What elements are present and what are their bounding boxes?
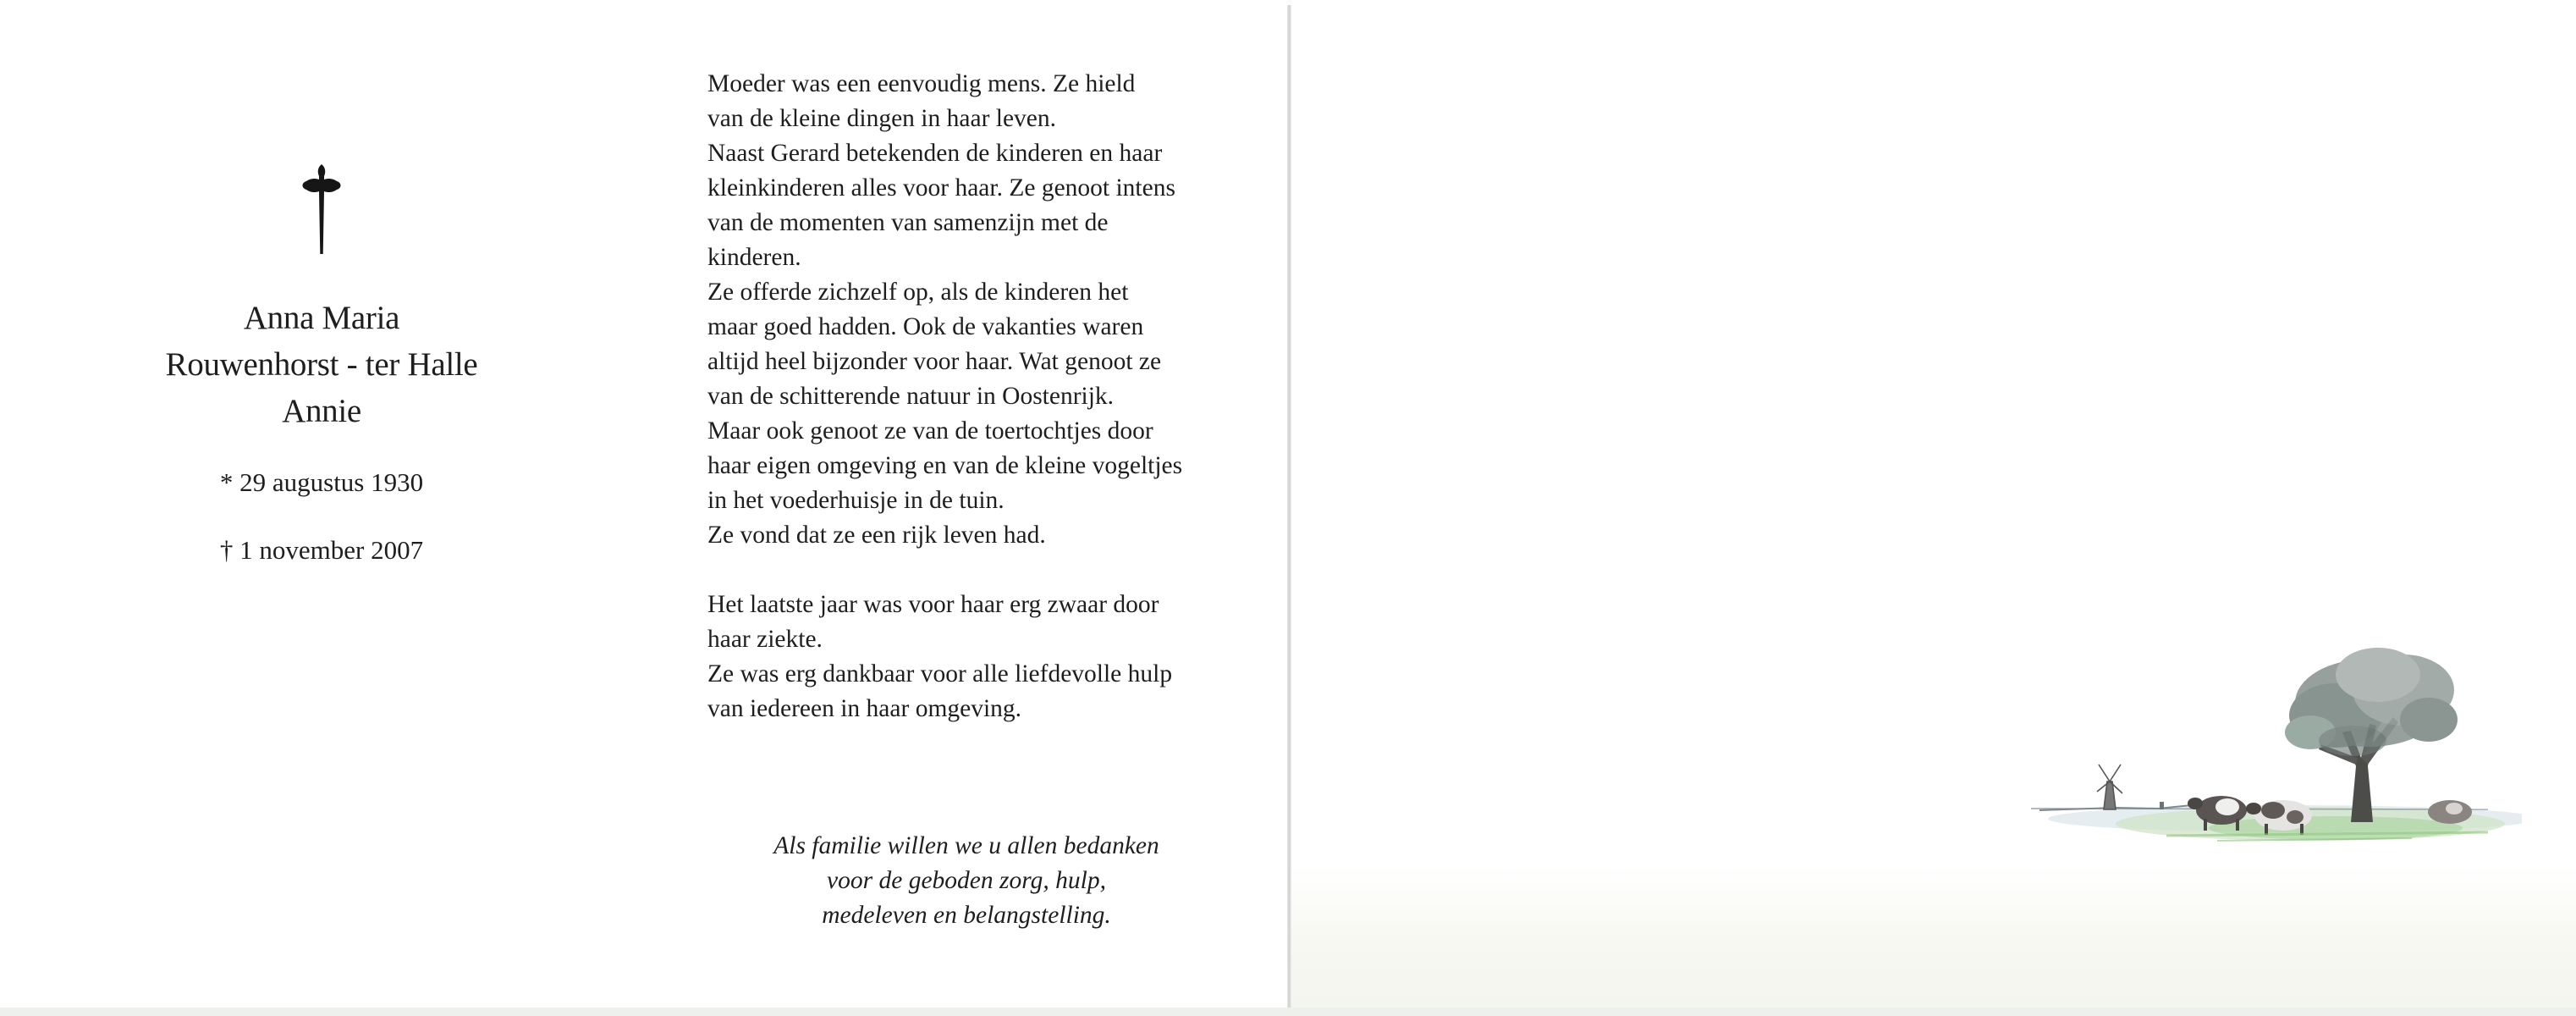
cross-icon bbox=[301, 164, 342, 254]
text-line: Ze offerde zichzelf op, als de kinderen het bbox=[707, 279, 1129, 306]
text-line: altijd heel bijzonder voor haar. Wat genoot ze bbox=[707, 348, 1162, 375]
right-panel bbox=[1291, 0, 2576, 1008]
text-line: maar goed hadden. Ook de vakanties waren bbox=[707, 313, 1144, 340]
text-line: Ze was erg dankbaar voor alle liefdevolle hulp bbox=[707, 660, 1173, 687]
text-line: van de kleine dingen in haar leven. bbox=[707, 105, 1057, 132]
name-line-surname: Rouwenhorst - ter Halle bbox=[165, 346, 478, 383]
paragraph-gap bbox=[707, 553, 1225, 588]
text-line: Maar ook genoot ze van de toertochtjes door bbox=[707, 417, 1153, 444]
text-line: haar eigen omgeving en van de kleine vogeltjes bbox=[707, 452, 1183, 479]
text-line: Naast Gerard betekenden de kinderen en haar bbox=[707, 140, 1163, 167]
text-line: Het laatste jaar was voor haar erg zwaar door bbox=[707, 591, 1159, 618]
thanks-line: Als familie willen we u allen bedanken bbox=[773, 832, 1159, 859]
text-line: Moeder was een eenvoudig mens. Ze hield bbox=[707, 70, 1136, 97]
name-line-nickname: Annie bbox=[282, 393, 361, 429]
deceased-name bbox=[85, 295, 559, 434]
text-line: haar ziekte. bbox=[707, 626, 823, 653]
landscape-with-tree-windmill-and-cows-icon bbox=[2014, 622, 2522, 851]
text-line: van de momenten van samenzijn met de bbox=[707, 209, 1109, 236]
memorial-text bbox=[707, 67, 1225, 726]
text-line: van iedereen in haar omgeving. bbox=[707, 695, 1022, 722]
text-line: van de schitterende natuur in Oostenrijk. bbox=[707, 383, 1115, 410]
scan-bottom-edge bbox=[0, 1008, 2576, 1016]
thanks-line: voor de geboden zorg, hulp, bbox=[827, 867, 1106, 894]
birth-date: * 29 augustus 1930 bbox=[219, 467, 424, 497]
death-date: † 1 november 2007 bbox=[219, 535, 424, 565]
text-line: kinderen. bbox=[707, 244, 801, 271]
text-line: kleinkinderen alles voor haar. Ze genoot intens bbox=[707, 174, 1175, 202]
thank-you-note bbox=[707, 829, 1225, 933]
text-line: in het voederhuisje in de tuin. bbox=[707, 487, 1005, 514]
thanks-line: medeleven en belangstelling. bbox=[822, 902, 1111, 929]
name-line-first: Anna Maria bbox=[243, 300, 400, 336]
text-line: Ze vond dat ze een rijk leven had. bbox=[707, 522, 1046, 549]
left-panel bbox=[0, 0, 1288, 1008]
